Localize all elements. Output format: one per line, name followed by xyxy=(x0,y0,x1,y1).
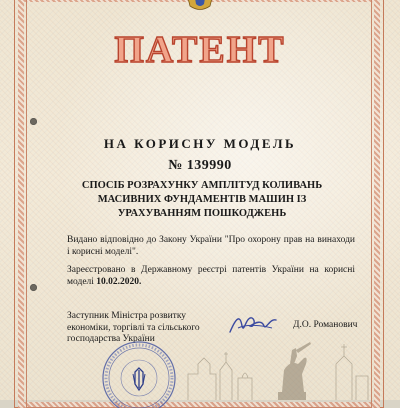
signer-position: Заступник Міністра розвитку економіки, торгівлі та сільського господарства України xyxy=(67,311,200,344)
official-seal-icon xyxy=(95,330,183,408)
patent-type-heading: НА КОРИСНУ МОДЕЛЬ xyxy=(103,136,297,151)
kyiv-landmarks-watermark-icon xyxy=(186,334,370,400)
issued-statement: Видано відповідно до Закону України "Про охорону прав на винаходи і корисні моделі". xyxy=(67,235,355,257)
signer-name: Д.О. Романович xyxy=(293,320,358,330)
binder-hole-top xyxy=(30,118,37,125)
patent-title: ПАТЕНТ xyxy=(114,29,286,71)
registration-statement xyxy=(67,264,355,288)
invention-title: СПОСІБ РОЗРАХУНКУ АМПЛІТУД КОЛИВАНЬ МАСИВНИХ ФУНДАМЕНТІВ МАШИН ІЗ УРАХУВАННЯМ ПОШКОДЖЕНЬ xyxy=(81,180,323,219)
patent-number: № 139990 xyxy=(168,158,232,173)
registration-text: Зареєстровано в Державному реєстрі патентів України на корисні моделі xyxy=(67,265,355,287)
registration-date: 10.02.2020. xyxy=(96,277,142,287)
binder-hole-bottom xyxy=(30,284,37,291)
coat-of-arms-emblem-icon xyxy=(184,0,216,12)
